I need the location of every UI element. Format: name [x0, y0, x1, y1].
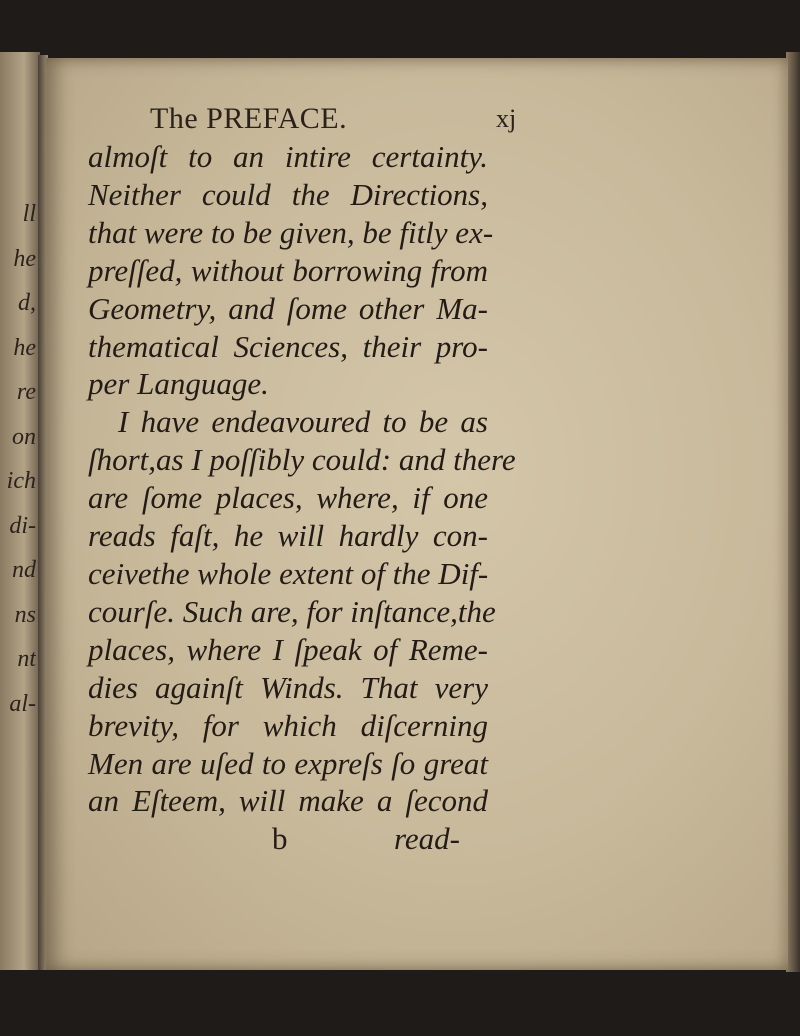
text-line: places, where I ſpeak of Reme-	[88, 631, 488, 667]
book-page	[46, 58, 788, 970]
body-text	[88, 138, 516, 858]
facing-page-edge	[0, 52, 40, 970]
text-line: Neither could the Directions,	[88, 176, 488, 212]
facing-fragment: he	[13, 334, 36, 361]
text-line: almoſt to an intire certainty.	[88, 139, 488, 174]
signature-mark: b	[272, 821, 288, 857]
facing-fragment: re	[16, 379, 36, 405]
text-line: Geometry, and ſome other Ma-	[88, 290, 488, 326]
catchword: read-	[394, 821, 460, 857]
facing-page-fragments	[2, 192, 36, 726]
text-line: brevity, for which diſcerning	[88, 707, 488, 743]
text-line: that were to be given, be fitly ex-	[88, 214, 494, 250]
facing-fragment: ll	[22, 201, 36, 227]
facing-fragment: ns	[14, 601, 36, 628]
text-line: I have endeavoured to be as	[118, 404, 488, 440]
text-line: are ſome places, where, if one	[88, 480, 488, 516]
facing-fragment: al-	[9, 690, 36, 717]
text-line: ſhort,as I poſſibly could: and there	[88, 442, 516, 478]
text-line: reads faſt, he will hardly con-	[88, 518, 488, 554]
page-header	[46, 58, 788, 138]
facing-fragment: di-	[9, 512, 36, 539]
facing-fragment: he	[13, 245, 36, 272]
page-number: xj	[496, 104, 517, 133]
text-line: per Language.	[88, 366, 269, 402]
text-line: Men are uſed to expreſs ſo great	[88, 745, 488, 781]
text-line: ceivethe whole extent of the Dif-	[88, 555, 489, 591]
facing-fragment: ich	[6, 468, 36, 494]
running-title: The PREFACE.	[150, 102, 348, 135]
facing-fragment: nd	[12, 557, 36, 583]
text-line: an Eſteem, will make a ſecond	[88, 783, 488, 819]
text-line: courſe. Such are, for inſtance,the	[88, 593, 496, 629]
page-edge	[786, 52, 800, 972]
text-line: thematical Sciences, their pro-	[88, 328, 488, 364]
page-footer	[88, 820, 488, 858]
facing-fragment: on	[12, 423, 36, 450]
facing-fragment: d,	[18, 290, 36, 316]
facing-fragment: nt	[17, 646, 36, 672]
text-line: dies againſt Winds. That very	[88, 669, 488, 705]
text-line: preſſed, without borrowing from	[88, 252, 488, 288]
